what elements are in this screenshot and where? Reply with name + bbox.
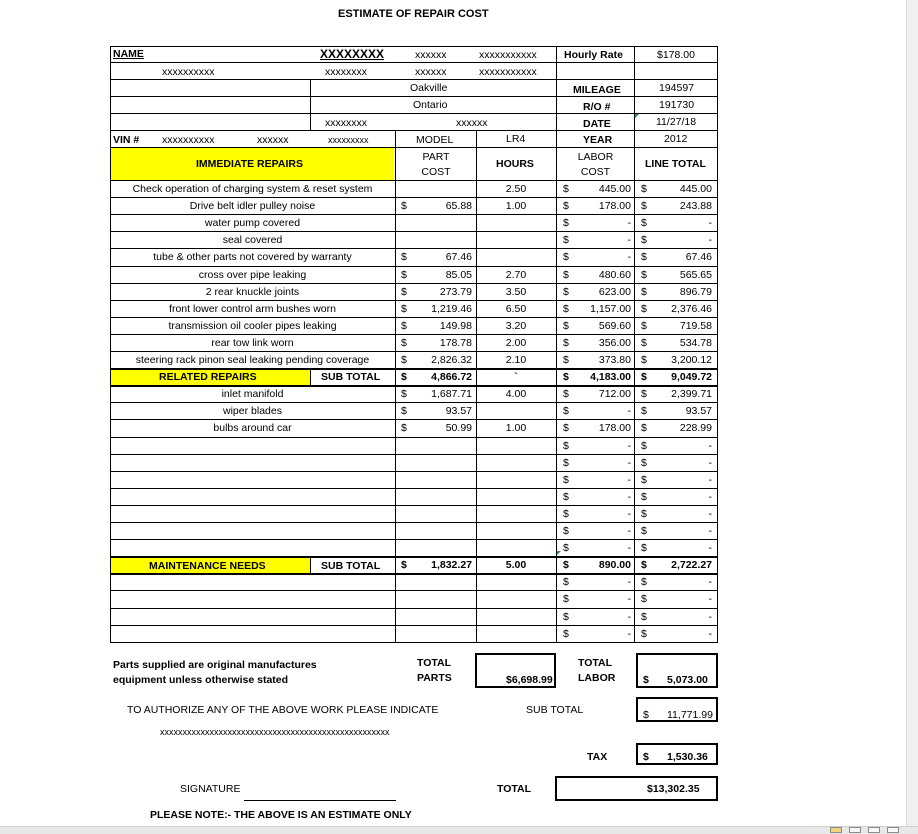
table-row-labor-cost: 373.80: [598, 354, 631, 366]
table-row-labor-cost: -: [627, 576, 631, 588]
table-row-labor-cost: 356.00: [598, 337, 631, 349]
table-row-part-sign: $: [401, 337, 407, 349]
comment-marker: [557, 551, 561, 555]
table-row-hours: 2.70: [505, 269, 527, 281]
table-row-line-sign: $: [641, 474, 647, 486]
table-row-line-sign: $: [641, 628, 647, 640]
mileage-label: MILEAGE: [573, 84, 621, 96]
table-row-line-sign: $: [641, 508, 647, 520]
grid-column-line: [476, 147, 477, 180]
table-row-labor-cost: -: [627, 234, 631, 246]
table-row-line-sign: $: [641, 491, 647, 503]
grid-row-line: [110, 300, 718, 301]
table-row-line-sign: $: [641, 422, 647, 434]
table-row-line-total: -: [708, 542, 712, 554]
total-parts-value: $6,698.99: [506, 674, 553, 686]
province: Ontario: [413, 99, 448, 111]
subtotal-row-part-sign: $: [401, 559, 407, 571]
labor-cost-header-line2: COST: [580, 166, 611, 178]
grid-column-line: [634, 147, 635, 180]
table-row-labor-sign: $: [563, 491, 569, 503]
table-row-description: Drive belt idler pulley noise: [189, 200, 316, 212]
grid-row-line: [110, 454, 718, 455]
table-row-line-total: -: [708, 474, 712, 486]
table-row-labor-sign: $: [563, 576, 569, 588]
table-row-description: tube & other parts not covered by warranty: [153, 251, 352, 263]
signature-line: [244, 800, 396, 801]
table-row-line-sign: $: [641, 217, 647, 229]
table-row-labor-cost: -: [627, 542, 631, 554]
subtotal-label-immediate: SUB TOTAL: [321, 371, 381, 383]
city: Oakville: [410, 82, 448, 94]
maintenance-needs-label: MAINTENANCE NEEDS: [149, 560, 266, 572]
total-labor-label-2: LABOR: [578, 672, 616, 684]
part-cost-header-line2: COST: [421, 166, 451, 178]
address-b: xxxxxx: [456, 117, 488, 129]
table-row-line-sign: $: [641, 269, 647, 281]
table-row-line-total: -: [708, 457, 712, 469]
table-row-line-total: 896.79: [679, 286, 712, 298]
table-row-part-sign: $: [401, 354, 407, 366]
table-row-part-sign: $: [401, 388, 407, 400]
table-row-labor-cost: 1,157.00: [590, 303, 631, 315]
table-row-labor-sign: $: [563, 200, 569, 212]
subtotal-row-labor-sign: $: [563, 371, 569, 383]
subtotal-row-labor-cost: 4,183.00: [590, 371, 631, 383]
subtotal-row-hours: `: [514, 371, 518, 383]
grid-column-line: [310, 368, 311, 385]
table-row-labor-sign: $: [563, 628, 569, 640]
table-row-labor-sign: $: [563, 457, 569, 469]
date-value: 11/27/18: [656, 116, 697, 128]
grid-row-line: [110, 231, 718, 232]
table-row-hours: 1.00: [505, 422, 527, 434]
subtotal-sign: $: [643, 709, 649, 721]
table-row-line-sign: $: [641, 611, 647, 623]
table-row-line-sign: $: [641, 525, 647, 537]
grid-column-line: [310, 556, 311, 573]
table-row-line-total: -: [708, 576, 712, 588]
table-row-description: cross over pipe leaking: [198, 269, 307, 281]
table-row-hours: 2.10: [505, 354, 527, 366]
table-row-hours: 1.00: [505, 200, 527, 212]
table-row-line-sign: $: [641, 320, 647, 332]
table-row-description: inlet manifold: [221, 388, 284, 400]
table-row-line-total: 243.88: [679, 200, 712, 212]
grid-column-line: [556, 147, 557, 180]
table-row-line-sign: $: [641, 286, 647, 298]
total-labor-label-1: TOTAL: [578, 657, 613, 669]
total-labor-value: 5,073.00: [667, 674, 708, 686]
table-row-labor-cost: -: [627, 593, 631, 605]
table-row-labor-cost: 623.00: [598, 286, 631, 298]
subtotal-row-line-total: 2,722.27: [671, 559, 712, 571]
year-value: 2012: [664, 133, 688, 145]
table-row-labor-cost: -: [627, 457, 631, 469]
table-row-line-total: 534.78: [679, 337, 712, 349]
table-row-labor-cost: 480.60: [598, 269, 631, 281]
header-field: XXXXXXXX: [320, 47, 385, 61]
subtotal-label-related: SUB TOTAL: [321, 560, 381, 572]
vin-b: xxxxxx: [257, 134, 289, 146]
table-row-hours: 4.00: [505, 388, 527, 400]
subtotal-row-hours: 5.00: [505, 559, 527, 571]
parts-note-line2: equipment unless otherwise stated: [113, 674, 289, 686]
header-field: xxxxxxxxxxx: [479, 49, 537, 61]
table-row-part-cost: 65.88: [445, 200, 472, 212]
hours-header: HOURS: [496, 158, 534, 170]
subtotal-row-part-cost: 1,832.27: [431, 559, 472, 571]
grid-row-line: [110, 642, 718, 643]
table-row-labor-sign: $: [563, 286, 569, 298]
table-row-labor-sign: $: [563, 474, 569, 486]
table-row-labor-cost: -: [627, 628, 631, 640]
subtotal-value: 11,771.99: [667, 709, 713, 721]
signature-label: SIGNATURE: [180, 783, 241, 795]
table-row-labor-sign: $: [563, 269, 569, 281]
table-row-line-sign: $: [641, 388, 647, 400]
table-row-labor-cost: 445.00: [598, 183, 631, 195]
table-row-labor-cost: -: [627, 440, 631, 452]
page-layout-icon[interactable]: [849, 827, 861, 833]
table-row-line-sign: $: [641, 251, 647, 263]
table-row-line-sign: $: [641, 405, 647, 417]
table-row-labor-sign: $: [563, 440, 569, 452]
table-row-labor-sign: $: [563, 320, 569, 332]
grid-row-line: [110, 488, 718, 489]
table-row-labor-cost: -: [627, 251, 631, 263]
related-repairs-label: RELATED REPAIRS: [159, 371, 257, 383]
table-row-part-sign: $: [401, 303, 407, 315]
model-label: MODEL: [416, 134, 454, 146]
table-row-line-total: 565.65: [679, 269, 712, 281]
table-row-labor-sign: $: [563, 508, 569, 520]
table-row-line-sign: $: [641, 593, 647, 605]
subtotal-row-line-total: 9,049.72: [671, 371, 712, 383]
subtotal-row-line-sign: $: [641, 371, 647, 383]
grid-column-line: [395, 130, 396, 180]
name-label: NAME: [113, 48, 144, 60]
authorize-xline: xxxxxxxxxxxxxxxxxxxxxxxxxxxxxxxxxxxxxxxxxxxxxxxxxxx: [160, 727, 390, 737]
table-row-line-total: 3,200.12: [671, 354, 712, 366]
header-field: xxxxxx: [415, 66, 447, 78]
table-row-part-cost: 1,219.46: [431, 303, 472, 315]
table-row-line-total: -: [708, 593, 712, 605]
table-row-labor-cost: -: [627, 491, 631, 503]
table-row-description: wiper blades: [223, 405, 282, 417]
table-row-line-sign: $: [641, 354, 647, 366]
page-break-icon[interactable]: [868, 827, 880, 833]
grid-row-line: [110, 266, 718, 267]
grid-row-line: [110, 625, 718, 626]
table-row-hours: 3.20: [505, 320, 527, 332]
table-row-part-cost: 1,687.71: [431, 388, 472, 400]
name-value: xxxxxxxxxx: [162, 66, 215, 78]
total-label: TOTAL: [497, 783, 532, 795]
subtotal-row-part-sign: $: [401, 371, 407, 383]
table-row-part-cost: 93.57: [445, 405, 472, 417]
table-row-labor-sign: $: [563, 593, 569, 605]
table-row-line-sign: $: [641, 303, 647, 315]
table-row-labor-sign: $: [563, 388, 569, 400]
normal-view-icon[interactable]: [830, 827, 842, 833]
table-row-line-total: -: [708, 491, 712, 503]
table-row-labor-cost: 712.00: [598, 388, 631, 400]
table-row-line-total: 445.00: [679, 183, 712, 195]
header-field: xxxxxx: [415, 49, 447, 61]
address-a: xxxxxxxx: [325, 117, 367, 129]
table-row-part-sign: $: [401, 405, 407, 417]
table-row-labor-sign: $: [563, 525, 569, 537]
table-row-line-total: 719.58: [679, 320, 712, 332]
year-label: YEAR: [583, 134, 613, 146]
total-parts-label-2: PARTS: [417, 672, 452, 684]
table-row-line-sign: $: [641, 440, 647, 452]
grid-row-line: [110, 248, 718, 249]
table-row-description: bulbs around car: [213, 422, 292, 434]
table-row-labor-sign: $: [563, 542, 569, 554]
table-row-description: Check operation of charging system & reset system: [132, 183, 373, 195]
table-row-line-total: 2,399.71: [671, 388, 712, 400]
table-row-line-total: 2,376.46: [671, 303, 712, 315]
table-row-labor-sign: $: [563, 251, 569, 263]
subtotal-row-labor-cost: 890.00: [598, 559, 631, 571]
table-row-part-sign: $: [401, 269, 407, 281]
total-value: $13,302.35: [647, 783, 700, 795]
table-row-labor-sign: $: [563, 405, 569, 417]
table-row-part-sign: $: [401, 286, 407, 298]
immediate-repairs-label: IMMEDIATE REPAIRS: [196, 158, 303, 170]
table-row-labor-cost: -: [627, 474, 631, 486]
table-row-line-total: -: [708, 234, 712, 246]
table-row-description: transmission oil cooler pipes leaking: [168, 320, 337, 332]
date-label: DATE: [583, 118, 611, 130]
table-row-labor-sign: $: [563, 303, 569, 315]
total-parts-label-1: TOTAL: [417, 657, 452, 669]
ro-label: R/O #: [583, 101, 611, 113]
grid-row-line: [110, 505, 718, 506]
table-row-part-cost: 149.98: [439, 320, 472, 332]
table-row-labor-sign: $: [563, 611, 569, 623]
table-row-labor-cost: -: [627, 611, 631, 623]
table-row-labor-sign: $: [563, 337, 569, 349]
table-row-labor-cost: -: [627, 508, 631, 520]
vin-a: xxxxxxxxxx: [162, 134, 215, 146]
grid-row-line: [110, 317, 718, 318]
hourly-rate-label: Hourly Rate: [564, 49, 623, 61]
table-row-line-total: -: [708, 508, 712, 520]
total-labor-sign: $: [643, 674, 649, 686]
grid-row-line: [110, 283, 718, 284]
grid-row-line: [110, 214, 718, 215]
tax-sign: $: [643, 751, 649, 763]
table-row-line-total: 228.99: [679, 422, 712, 434]
table-row-line-total: -: [708, 440, 712, 452]
zoom-icon[interactable]: [887, 827, 899, 833]
subtotal-row-labor-sign: $: [563, 559, 569, 571]
table-row-labor-cost: 178.00: [598, 200, 631, 212]
table-row-labor-sign: $: [563, 422, 569, 434]
ro-value: 191730: [659, 99, 695, 111]
header-field: xxxxxxxx: [325, 66, 367, 78]
comment-marker: [635, 114, 639, 118]
grid-row-line: [110, 402, 718, 403]
table-row-line-sign: $: [641, 234, 647, 246]
table-row-labor-cost: 178.00: [598, 422, 631, 434]
table-row-description: 2 rear knuckle joints: [205, 286, 300, 298]
line-total-header: LINE TOTAL: [645, 158, 706, 170]
grid-row-line: [110, 419, 718, 420]
model-value: LR4: [506, 133, 526, 145]
table-row-line-sign: $: [641, 183, 647, 195]
table-row-labor-cost: -: [627, 405, 631, 417]
table-row-part-cost: 67.46: [445, 251, 472, 263]
grid-row-line: [110, 351, 718, 352]
table-row-part-sign: $: [401, 320, 407, 332]
table-row-part-cost: 50.99: [445, 422, 472, 434]
grid-row-line: [110, 573, 718, 575]
part-cost-header: [396, 150, 476, 180]
table-row-line-sign: $: [641, 457, 647, 469]
grid-row-line: [110, 334, 718, 335]
table-row-labor-cost: -: [627, 525, 631, 537]
table-row-part-cost: 2,826.32: [431, 354, 472, 366]
vin-label: VIN #: [113, 134, 140, 146]
table-row-line-sign: $: [641, 200, 647, 212]
table-row-hours: 6.50: [505, 303, 527, 315]
table-row-description: seal covered: [222, 234, 283, 246]
tax-value: 1,530.36: [667, 751, 708, 763]
labor-cost-header-line1: LABOR: [577, 151, 614, 163]
hourly-rate-value: $178.00: [657, 49, 695, 61]
grid-row-line: [110, 197, 718, 198]
table-row-labor-sign: $: [563, 234, 569, 246]
grid-row-line: [110, 608, 718, 609]
table-row-labor-sign: $: [563, 183, 569, 195]
table-row-line-sign: $: [641, 337, 647, 349]
authorize-text: TO AUTHORIZE ANY OF THE ABOVE WORK PLEASE INDICATE: [127, 704, 439, 716]
table-row-line-sign: $: [641, 576, 647, 588]
table-row-part-cost: 273.79: [439, 286, 472, 298]
table-row-part-cost: 85.05: [445, 269, 472, 281]
subtotal-label: SUB TOTAL: [526, 704, 584, 716]
grid-row-line: [110, 437, 718, 438]
header-field: xxxxxxxxxxx: [479, 66, 537, 78]
table-row-hours: 3.50: [505, 286, 527, 298]
table-row-line-total: -: [708, 217, 712, 229]
page-title: ESTIMATE OF REPAIR COST: [338, 8, 489, 20]
grid-row-line: [110, 590, 718, 591]
table-row-labor-cost: 569.60: [598, 320, 631, 332]
vin-c: xxxxxxxxx: [328, 135, 369, 145]
table-row-line-total: -: [708, 525, 712, 537]
mileage-value: 194597: [659, 82, 695, 94]
labor-cost-header: [557, 150, 634, 180]
table-row-labor-cost: -: [627, 217, 631, 229]
table-row-line-total: 67.46: [685, 251, 712, 263]
table-row-hours: 2.50: [505, 183, 527, 195]
table-row-part-sign: $: [401, 422, 407, 434]
subtotal-row-line-sign: $: [641, 559, 647, 571]
tax-label: TAX: [587, 751, 608, 763]
parts-note-line1: Parts supplied are original manufactures: [113, 659, 317, 671]
table-row-description: front lower control arm bushes worn: [169, 303, 336, 315]
table-row-line-total: -: [708, 628, 712, 640]
grid-row-line: [110, 471, 718, 472]
vertical-scrollbar[interactable]: [906, 0, 918, 833]
grid-row-line: [110, 522, 718, 523]
grid-row-line: [110, 539, 718, 540]
table-row-labor-sign: $: [563, 354, 569, 366]
table-row-hours: 2.00: [505, 337, 527, 349]
table-row-part-sign: $: [401, 251, 407, 263]
grid-row-line: [110, 385, 718, 387]
table-row-part-cost: 178.78: [439, 337, 472, 349]
table-row-description: rear tow link worn: [211, 337, 294, 349]
table-row-part-sign: $: [401, 200, 407, 212]
table-row-line-total: 93.57: [685, 405, 712, 417]
subtotal-row-part-cost: 4,866.72: [431, 371, 472, 383]
table-row-line-sign: $: [641, 542, 647, 554]
part-cost-header-line1: PART: [422, 151, 450, 163]
table-row-line-total: -: [708, 611, 712, 623]
table-row-labor-sign: $: [563, 217, 569, 229]
please-note: PLEASE NOTE:- THE ABOVE IS AN ESTIMATE ONLY: [150, 809, 412, 821]
table-row-description: steering rack pinon seal leaking pending coverage: [135, 354, 370, 366]
table-row-description: water pump covered: [204, 217, 301, 229]
